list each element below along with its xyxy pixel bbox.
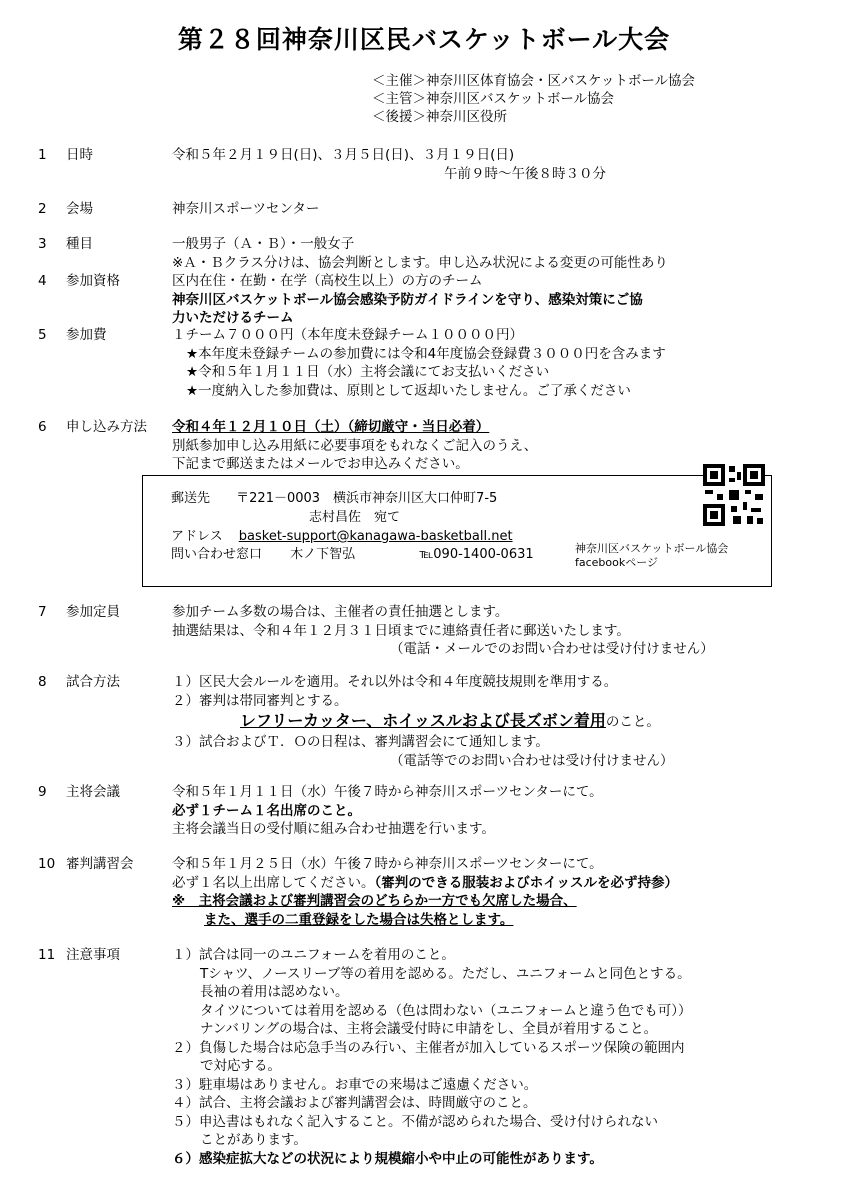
page-title: 第２８回神奈川区民バスケットボール大会: [177, 25, 671, 54]
note-item: タイツについては着用を認める（色は問わない（ユニフォームと違う色でも可））: [200, 1002, 692, 1019]
eligibility-guideline-cont: 力いただけるチーム: [172, 310, 294, 326]
section-number: 7: [38, 604, 47, 620]
date-line: 令和５年２月１９日(日)、３月５日(日)、３月１９日(日): [172, 147, 515, 163]
email-row: [171, 528, 513, 546]
fee-note-2: ★令和５年１月１１日（水）主将会議にてお支払いください: [186, 364, 550, 380]
section-label: 参加費: [66, 327, 107, 343]
section-number: 9: [38, 784, 47, 800]
game-rule-note: （電話等でのお問い合わせは受け付けません）: [390, 752, 674, 769]
application-deadline: 令和４年１２月１０日（土）（締切厳守・当日必着）: [172, 419, 490, 435]
section-label: 参加定員: [66, 604, 120, 620]
game-rule-2: ２）審判は帯同審判とする。: [172, 692, 348, 709]
section-number: 5: [38, 327, 47, 343]
facebook-caption-line-1: 神奈川区バスケットボール協会: [575, 542, 729, 555]
note-item: 長袖の着用は認めない。: [200, 984, 349, 1000]
note-item: ことがあります。: [200, 1132, 307, 1148]
disqualification-note-1: ※ 主将会議および審判講習会のどちらか一方でも欠席した場合、: [172, 893, 577, 909]
section-number: 3: [38, 236, 47, 252]
post-address: 〒221－0003 横浜市神奈川区大口仲町7-5: [236, 491, 498, 506]
section-label: 種目: [66, 236, 93, 252]
note-item: ６）感染症拡大などの状況により規模縮小や中止の可能性があります。: [172, 1150, 603, 1167]
section-number: 8: [38, 674, 47, 690]
organizer-sponsor: ＜後援＞神奈川区役所: [372, 109, 507, 125]
contact-box: [142, 475, 772, 587]
organizer-host: ＜主催＞神奈川区体育協会・区バスケットボール協会: [372, 73, 696, 89]
captains-meeting-attendance: 必ず１チーム１名出席のこと。: [172, 802, 361, 819]
note-item: ５）申込書はもれなく記入すること。不備が認められた場合、受け付けられない: [172, 1113, 658, 1130]
time-line: 午前９時～午後８時３０分: [444, 165, 606, 182]
inquiry-label: 問い合わせ窓口: [171, 547, 263, 562]
application-text-2: 下記まで郵送またはメールでお申込みください。: [172, 456, 469, 472]
captains-meeting-draw: 主将会議当日の受付順に組み合わせ抽選を行います。: [172, 821, 495, 837]
qr-code-icon[interactable]: [703, 464, 765, 526]
referee-course-attire: （審判のできる服装およびホイッスルを必ず持参）: [374, 874, 678, 891]
email-link[interactable]: basket-support@kanagawa-basketball.net: [238, 529, 513, 544]
organizer-manager: ＜主管＞神奈川区バスケットボール協会: [372, 91, 615, 107]
facebook-caption-line-2: facebookページ: [575, 556, 659, 569]
post-row: [171, 490, 497, 508]
section-label: 試合方法: [66, 674, 120, 690]
game-rule-attire: [172, 710, 812, 733]
section-label: 主将会議: [66, 784, 120, 800]
note-item: で対応する。: [200, 1058, 281, 1074]
referee-course-text: 令和５年１月２５日（水）午後７時から神奈川スポーツセンターにて。: [172, 856, 603, 872]
facebook-caption: [575, 542, 728, 570]
note-item: ３）駐車場はありません。お車での来場はご遠慮ください。: [172, 1076, 538, 1093]
eligibility-text: 区内在住・在勤・在学（高校生以上）の方のチーム: [172, 273, 483, 289]
application-text-1: 別紙参加申し込み用紙に必要事項をもれなくご記入のうえ、: [172, 437, 538, 454]
inquiry-row: [171, 546, 534, 564]
section-label: 審判講習会: [66, 856, 134, 872]
attire-suffix: のこと。: [605, 714, 660, 730]
game-rule-3: ３）試合およびＴ．Ｏの日程は、審判講習会にて通知します。: [172, 734, 549, 750]
note-item: Tシャツ、ノースリーブ等の着用を認める。ただし、ユニフォームと同色とする。: [200, 965, 691, 982]
fee-note-3: ★一度納入した参加費は、原則として返却いたしません。ご了承ください: [186, 382, 631, 399]
referee-course-attendance-text: 必ず１名以上出席してください。: [172, 874, 375, 891]
note-item: ２）負傷した場合は応急手当のみ行い、主催者が加入しているスポーツ保険の範囲内: [172, 1039, 685, 1056]
post-label: 郵送先: [171, 491, 211, 506]
section-number: 11: [38, 947, 56, 963]
section-label: 注意事項: [66, 947, 120, 963]
section-label: 日時: [66, 147, 93, 163]
captains-meeting-text: 令和５年１月１１日（水）午後７時から神奈川スポーツセンターにて。: [172, 784, 603, 800]
section-number: 1: [38, 147, 47, 163]
organizers: [372, 72, 695, 126]
venue-text: 神奈川スポーツセンター: [172, 201, 320, 217]
capacity-text-1: 参加チーム多数の場合は、主催者の責任抽選とします。: [172, 604, 509, 620]
fee-note-1: ★本年度未登録チームの参加費には令和4年度協会登録費３０００円を含みます: [186, 345, 666, 362]
referee-course-attendance: [172, 874, 812, 893]
fee-text: １チーム７０００円（本年度未登録チーム１００００円）: [172, 327, 523, 343]
inquiry-name: 木ノ下智弘: [290, 547, 356, 562]
category-note: ※Ａ・Ｂクラス分けは、協会判断とします。申し込み状況による変更の可能性あり: [172, 254, 668, 271]
capacity-text-2: 抽選結果は、令和４年１２月３１日頃までに連絡責任者に郵送いたします。: [172, 622, 630, 639]
eligibility-guideline: 神奈川区バスケットボール協会感染予防ガイドラインを守り、感染対策にご協: [172, 291, 643, 308]
section-label: 申し込み方法: [66, 419, 147, 435]
recipient: 志村昌佐 宛て: [309, 510, 401, 525]
game-rule-1: １）区民大会ルールを適用。それ以外は令和４年度競技規則を準用する。: [172, 674, 618, 690]
section-label: 参加資格: [66, 273, 120, 289]
section-number: 4: [38, 273, 47, 289]
section-number: 2: [38, 201, 47, 217]
attire-emphasis: レフリーカッター、ホイッスルおよび長ズボン着用: [240, 711, 606, 730]
email-label: アドレス: [171, 529, 223, 544]
capacity-note: （電話・メールでのお問い合わせは受け付けません）: [390, 641, 714, 657]
note-item: ナンバリングの場合は、主将会議受付時に申請をし、全員が着用すること。: [200, 1021, 658, 1037]
category-text: 一般男子（Ａ・Ｂ）・一般女子: [172, 236, 355, 252]
disqualification-note-2: また、選手の二重登録をした場合は失格とします。: [204, 911, 514, 928]
section-number: 6: [38, 419, 47, 435]
note-item: １）試合は同一のユニフォームを着用のこと。: [172, 947, 455, 963]
section-label: 会場: [66, 201, 93, 217]
section-number: 10: [38, 856, 56, 872]
note-item: ４）試合、主将会議および審判講習会は、時間厳守のこと。: [172, 1095, 537, 1111]
inquiry-tel: ℡090-1400-0631: [419, 547, 534, 562]
